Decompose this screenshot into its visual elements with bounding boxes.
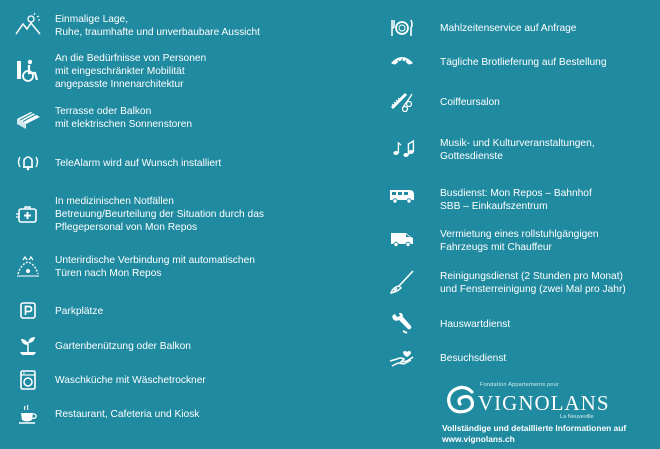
feature-text: In medizinischen Notfällen Betreuung/Beurteilung der Situation durch das Pflegepersonal von Mon Repos [55,196,264,233]
underground-passage-icon [14,253,42,281]
wrench-icon [388,310,416,338]
feature-text: TeleAlarm wird auf Wunsch installiert [55,158,222,169]
service-text: Mahlzeitenservice auf Anfrage [440,23,577,34]
feature-text: Terrasse oder Balkon mit elektrischen Sonnenstoren [55,106,193,130]
music-notes-icon [388,134,416,162]
visiting-hands-icon [388,345,416,373]
logo-swirl-icon [442,380,482,420]
coffee-cup-icon [14,400,42,428]
awning-icon [14,106,42,134]
service-text: Coiffeursalon [440,97,500,108]
alarm-bell-icon [14,148,42,176]
service-text: Musik- und Kulturveranstaltungen, Gottesdienste [440,138,595,162]
vignolans-logo [442,380,632,420]
feature-text: An die Bedürfnisse von Personen mit eingeschränkter Mobilität angepasste Innenarchitektur [55,53,207,90]
wheelchair-icon [14,57,42,85]
washing-machine-icon [14,366,42,394]
first-aid-kit-icon [14,201,42,229]
feature-text: Parkplätze [55,306,104,317]
feature-text: Unterirdische Verbindung mit automatischen Türen nach Mon Repos [55,255,255,279]
croissant-icon [388,48,416,76]
service-text: Hauswartdienst [440,319,511,330]
logo-tagline: La Neuveville [560,414,594,420]
feature-text: Waschküche mit Wäschetrockner [55,375,206,386]
service-text: Tägliche Brotlieferung auf Bestellung [440,57,607,68]
service-text: Busdienst: Mon Repos – Bahnhof SBB – Einkaufszentrum [440,188,592,212]
feature-text: Einmalige Lage, Ruhe, traumhafte und unverbaubare Aussicht [55,14,261,38]
service-text: Vermietung eines rollstuhlgängigen Fahrzeugs mit Chauffeur [440,229,599,253]
parking-icon [14,297,42,325]
bus-icon [388,181,416,209]
plant-icon [14,331,42,359]
cutlery-plate-icon [388,14,416,42]
broom-icon [388,268,416,296]
feature-text: Gartenbenützung oder Balkon [55,341,191,352]
service-text: Reinigungsdienst (2 Stunden pro Monat) und Fensterreinigung (zwei Mal pro Jahr) [440,271,626,295]
logo-name: VIGNOLANS [478,391,610,415]
van-icon [388,224,416,252]
service-text: Besuchsdienst [440,353,507,364]
logo-small-text: Fondation Appartements pour [480,382,560,388]
comb-scissors-icon [388,87,416,115]
footer-info: Vollständige und detaillierte Informationen auf www.vignolans.ch [442,423,627,444]
feature-text: Restaurant, Cafeteria und Kiosk [55,409,200,420]
landscape-view-icon [14,11,42,39]
